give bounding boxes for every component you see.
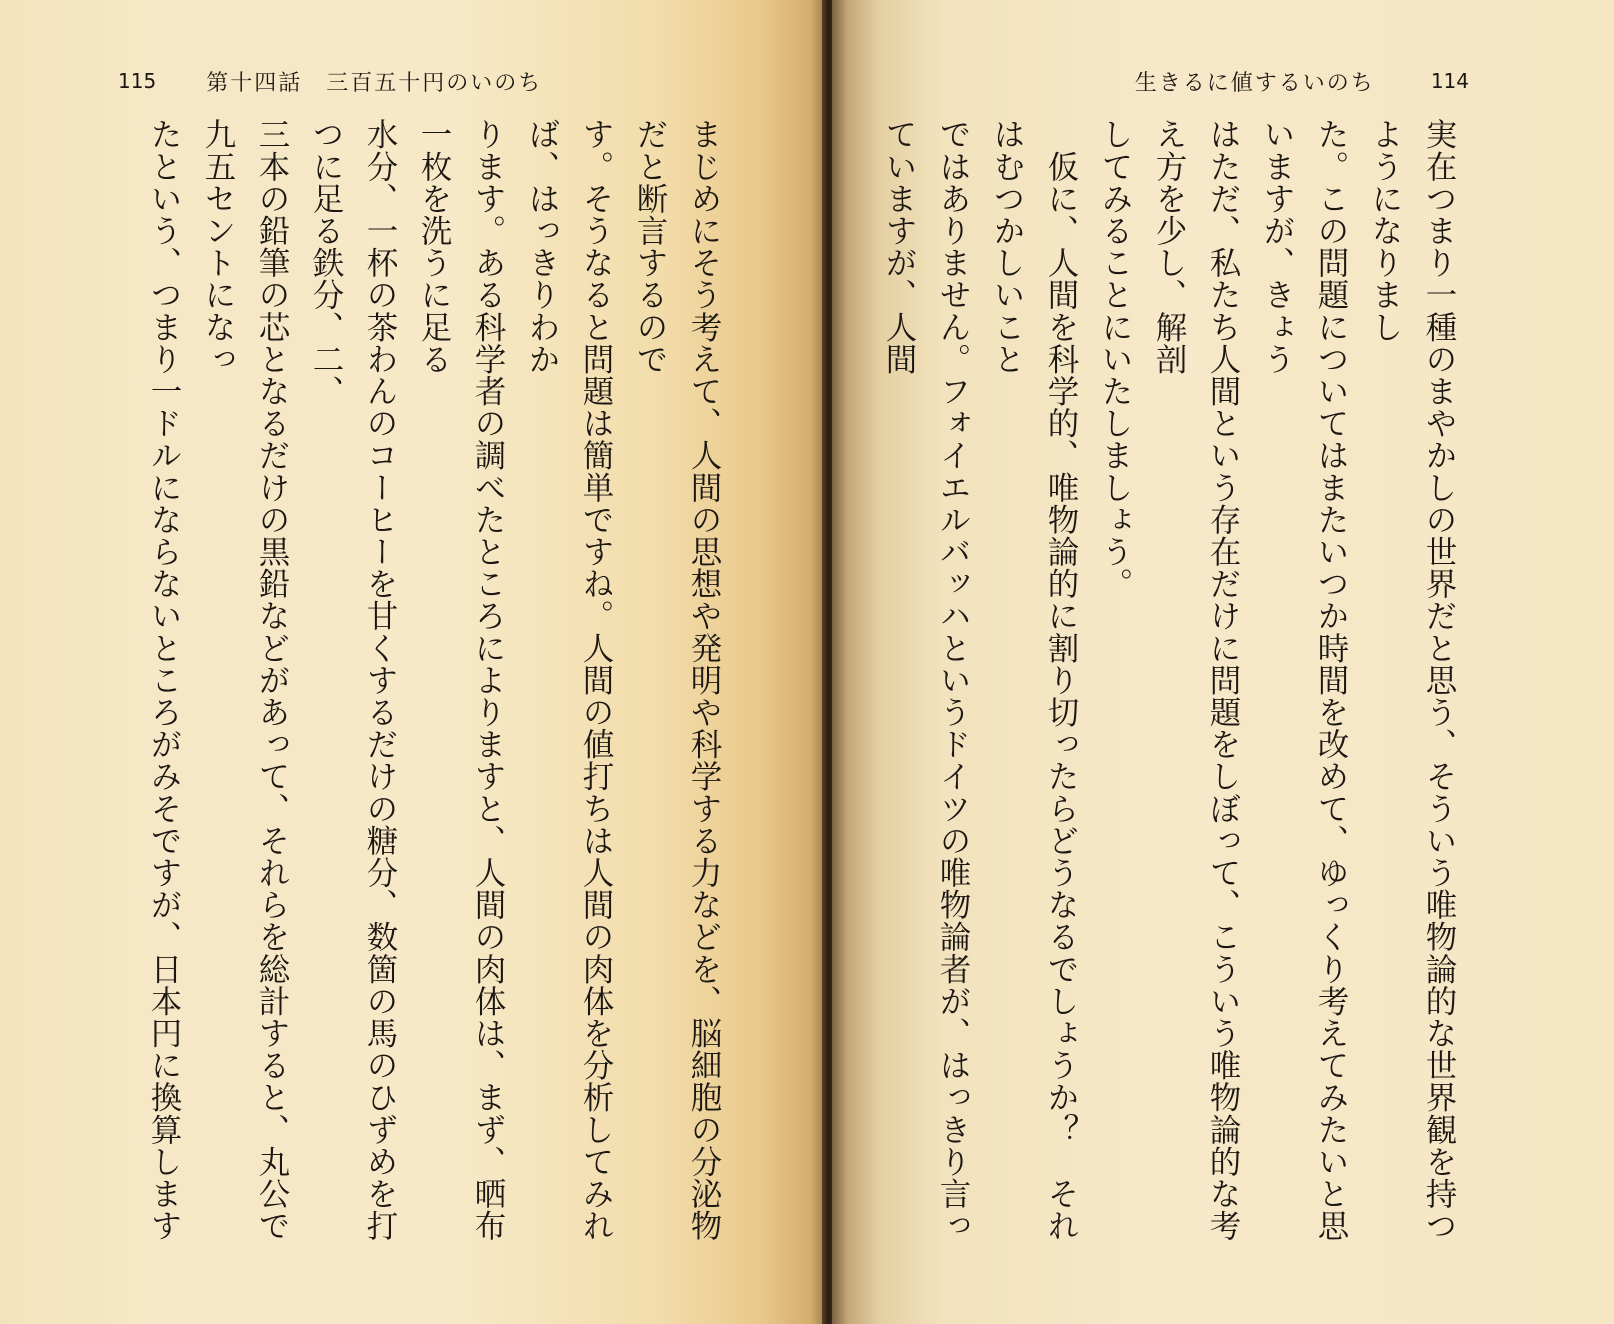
left-page-number: 115 [118, 69, 157, 93]
text-line: 三本の鉛筆の芯となるだけの黒鉛などがあって、それらを総計すると、丸公で九五セントになっ [200, 118, 290, 1242]
left-body-text [131, 118, 731, 1268]
text-line: たという、つまり一ドルにならないところがみそですが、日本円に換算します [146, 118, 182, 1242]
text-line: まじめにそう考えて、人間の思想や発明や科学する力などを、脳細胞の分泌物だと断言するので [632, 118, 722, 1242]
left-chapter-title: 第十四話 三百五十円のいのち [206, 70, 543, 96]
right-body-text [866, 118, 1466, 1268]
text-line: ではありません。フォイエルバッハというドイツの唯物論者が、はっきり言っていますが、人間 [881, 118, 971, 1242]
text-line: す。そうなると問題は簡単ですね。人間の値打ちは人間の肉体を分析してみれば、はっきりわか [524, 118, 614, 1242]
text-line: してみることにいたしましょう。 [1097, 118, 1133, 600]
text-line: 実在つまり一種のまやかしの世界だと思う、そういう唯物論的な世界観を持つようになりまし [1367, 118, 1457, 1242]
left-running-head [118, 62, 542, 100]
text-line: た。この問題についてはまたいつか時間を改めて、ゆっくり考えてみたいと思いますが、きょう [1259, 118, 1349, 1242]
text-line: 水分、一杯の茶わんのコーヒーを甘くするだけの糖分、数箇の馬のひずめを打つに足る鉄分、二、 [308, 118, 398, 1242]
text-line [866, 118, 872, 1268]
right-page-number: 114 [1430, 69, 1469, 93]
right-page [832, 0, 1614, 1324]
text-line: ります。ある科学者の調べたところによりますと、人間の肉体は、まず、晒布一枚を洗うに足る [416, 118, 506, 1242]
text-line: 仮に、人間を科学的、唯物論的に割り切ったらどうなるでしょうか？ それはむつかしいこと [989, 118, 1079, 1242]
right-section-title: 生きるに値するいのち [1134, 70, 1375, 96]
text-line: はただ、私たち人間という存在だけに問題をしぼって、こういう唯物論的な考え方を少し、解剖 [1151, 118, 1241, 1242]
right-running-head [1135, 62, 1469, 100]
